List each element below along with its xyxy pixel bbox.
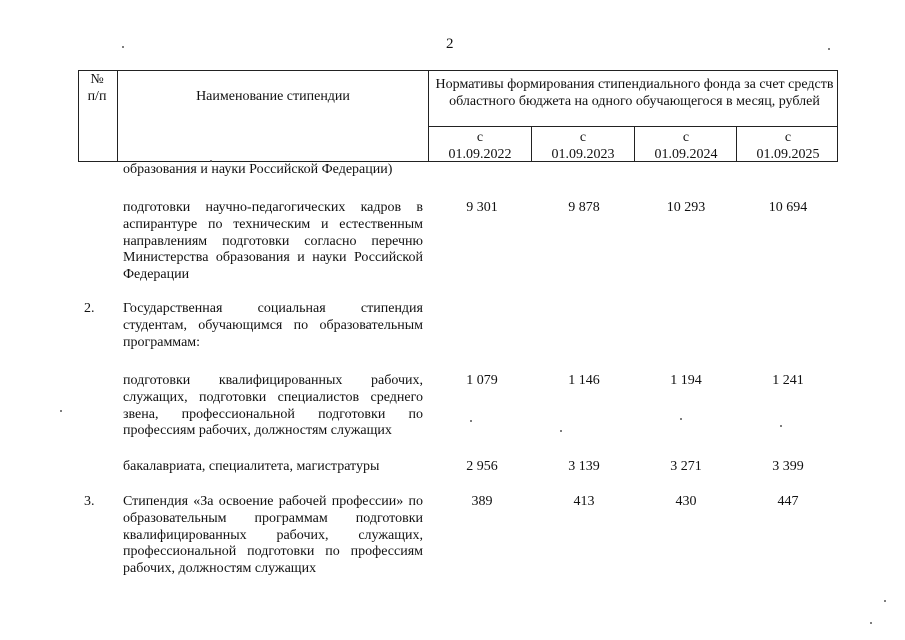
header-name-label: Наименование стипендии: [196, 89, 350, 104]
scan-speck: [884, 600, 886, 602]
row-continuation-text: образования и науки Российской Федерации): [123, 162, 393, 177]
row-bachelor-text: бакалавриата, специалитета, магистратуры: [123, 459, 380, 474]
row-bachelor-value-2022: 2 956: [466, 459, 498, 474]
scan-speck: [828, 48, 830, 50]
row-spo-value-2024: 1 194: [670, 373, 702, 388]
scan-speck: [560, 430, 562, 432]
row-spo-text: подготовки квалифицированных рабочих, служащих, подготовки специалистов среднего звена, профессиональной подготовки по профессиям рабочих, должностям служащих: [123, 373, 423, 439]
row-2-text: Государственная социальная стипендия студентам, обучающимся по образовательным программам:: [123, 301, 423, 350]
header-norm-label: Нормативы формирования стипендиального фонда за счет средств областного бюджета на одного обучающегося в месяц, рублей: [435, 77, 834, 109]
scan-speck: [870, 622, 872, 624]
header-date-2025: с 01.09.2025: [756, 130, 820, 162]
row-bachelor-value-2025: 3 399: [772, 459, 804, 474]
row-3-text: Стипендия «За освоение рабочей профессии» по образовательным программам подготовки квалифицированных рабочих, служащих, профессиональной подготовки по профессиям рабочих, должностям служащих: [123, 494, 423, 577]
row-3-number: 3.: [84, 494, 95, 509]
header-num-label: № п/п: [87, 72, 107, 104]
scan-speck: [470, 420, 472, 422]
row-3-value-2024: 430: [675, 494, 697, 509]
row-2-number: 2.: [84, 301, 95, 316]
row-aspirantura-value-2022: 9 301: [466, 200, 498, 215]
row-spo-value-2023: 1 146: [568, 373, 600, 388]
row-bachelor-value-2023: 3 139: [568, 459, 600, 474]
header-date-2024: с 01.09.2024: [654, 130, 718, 162]
scan-speck: [60, 410, 62, 412]
scan-speck: [780, 425, 782, 427]
page-number: 2: [446, 36, 454, 52]
date-row-top-border: [428, 126, 838, 127]
name-col-border: [428, 70, 429, 162]
row-3-value-2022: 389: [471, 494, 493, 509]
header-date-2022: с 01.09.2022: [448, 130, 512, 162]
scan-speck: [680, 418, 682, 420]
date-col-border-3: [736, 126, 737, 162]
date-col-border-1: [531, 126, 532, 162]
row-aspirantura-text: подготовки научно-педагогических кадров в аспирантуре по техническим и естественным направлениям подготовки согласно перечню Министерства образования и науки Российской Федерации: [123, 200, 423, 283]
header-date-2023: с 01.09.2023: [551, 130, 615, 162]
scan-speck: [122, 46, 124, 48]
row-3-value-2023: 413: [573, 494, 595, 509]
row-3-value-2025: 447: [777, 494, 799, 509]
row-aspirantura-value-2025: 10 694: [768, 200, 808, 215]
num-col-border: [117, 70, 118, 162]
date-col-border-2: [634, 126, 635, 162]
scan-speck: [210, 160, 212, 162]
row-spo-value-2022: 1 079: [466, 373, 498, 388]
row-aspirantura-value-2023: 9 878: [568, 200, 600, 215]
row-spo-value-2025: 1 241: [772, 373, 804, 388]
table-top-border: [78, 70, 838, 71]
row-bachelor-value-2024: 3 271: [670, 459, 702, 474]
row-aspirantura-value-2024: 10 293: [666, 200, 706, 215]
